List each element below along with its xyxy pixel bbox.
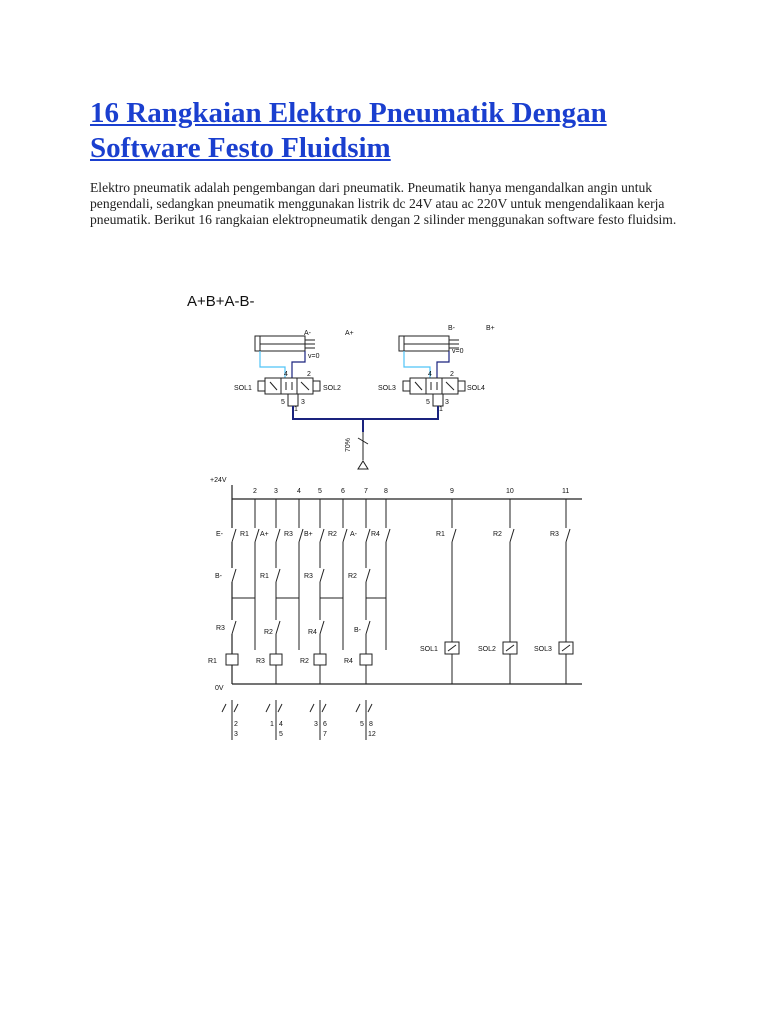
solenoid-label: SOL1	[420, 646, 438, 653]
valve-a-port-2: 2	[307, 371, 311, 378]
article-title[interactable]: 16 Rangkaian Elektro Pneumatik Dengan Software Festo Fluidsim	[90, 97, 607, 164]
valve-b-port-2: 2	[450, 371, 454, 378]
contact-label: A-	[350, 531, 357, 538]
coil-label: R4	[344, 658, 353, 665]
contact-ref: 6	[323, 721, 327, 728]
supply-label: +24V	[210, 477, 227, 484]
cyl-b-plus-label: B+	[486, 325, 495, 332]
supply-line	[293, 406, 438, 432]
contact-ref: 4	[279, 721, 283, 728]
valve-a	[258, 378, 320, 406]
contact-ref: 5	[360, 721, 364, 728]
contact-ref: 3	[234, 731, 238, 738]
contact-label: E-	[216, 531, 223, 538]
contact-label: R3	[550, 531, 559, 538]
air-lines-b	[404, 351, 449, 378]
cyl-b-v-label: v=0	[452, 348, 464, 355]
rung-number: 6	[341, 488, 345, 495]
contact-ref: 1	[270, 721, 274, 728]
contact-label: R3	[216, 625, 225, 632]
power-rails	[232, 485, 582, 684]
contact-label: B+	[304, 531, 313, 538]
coil-label: R2	[300, 658, 309, 665]
rung-number: 5	[318, 488, 322, 495]
contact-ref: 12	[368, 731, 376, 738]
coil-label: R3	[256, 658, 265, 665]
valve-b-sol-right: SOL4	[467, 385, 485, 392]
article-body: Elektro pneumatik adalah pengembangan dari pneumatik. Pneumatik hanya mengandalkan angin untuk pengendali, sedangkan pneumatik menggunakan listrik dc 24V atau ac 220V untuk mengendalikaan kerja pneumatik. Berikut 16 rangkaian elektropneumatik dengan 2 silinder menggunakan software festo fluidsim.	[90, 180, 677, 227]
rung-number: 7	[364, 488, 368, 495]
cyl-a-v-label: v=0	[308, 353, 320, 360]
ground-label: 0V	[215, 685, 224, 692]
coil-label: R1	[208, 658, 217, 665]
valve-b-sol-left: SOL3	[378, 385, 396, 392]
contact-ref: 8	[369, 721, 373, 728]
contact-label: R2	[348, 573, 357, 580]
solenoid-label: SOL2	[478, 646, 496, 653]
circuit-diagram	[180, 280, 600, 750]
contact-label: R2	[493, 531, 502, 538]
contact-ref: 2	[234, 721, 238, 728]
rung-number: 10	[506, 488, 514, 495]
cyl-a-minus-label: A-	[304, 330, 311, 337]
contact-label: R3	[304, 573, 313, 580]
valve-b-port-1: 1	[439, 406, 443, 413]
valve-a-port-3: 3	[301, 399, 305, 406]
contact-label: A+	[260, 531, 269, 538]
rung-number: 3	[274, 488, 278, 495]
rung-number: 2	[253, 488, 257, 495]
contact-ref: 3	[314, 721, 318, 728]
contact-label: R4	[371, 531, 380, 538]
contact-ref: 5	[279, 731, 283, 738]
circuit-svg	[180, 280, 600, 750]
valve-b-port-4: 4	[428, 371, 432, 378]
valve-b	[403, 378, 465, 406]
cyl-b-minus-label: B-	[448, 325, 455, 332]
cylinder-b	[399, 336, 459, 351]
cyl-a-plus-label: A+	[345, 330, 354, 337]
solenoid-label: SOL3	[534, 646, 552, 653]
pressure-source	[358, 432, 368, 469]
rung-number: 9	[450, 488, 454, 495]
contact-label: R1	[260, 573, 269, 580]
contact-label: R1	[240, 531, 249, 538]
contact-label: B-	[215, 573, 222, 580]
rung-number: 4	[297, 488, 301, 495]
valve-a-port-1: 1	[294, 406, 298, 413]
contact-label: R2	[328, 531, 337, 538]
valve-a-port-4: 4	[284, 371, 288, 378]
contact-reference-symbols	[222, 700, 372, 740]
valve-a-sol-right: SOL2	[323, 385, 341, 392]
contacts	[228, 528, 570, 634]
contact-label: R2	[264, 629, 273, 636]
contact-label: R3	[284, 531, 293, 538]
valve-a-port-5: 5	[281, 399, 285, 406]
pressure-label: 70%	[345, 437, 352, 452]
contact-label: R4	[308, 629, 317, 636]
valve-b-port-3: 3	[445, 399, 449, 406]
air-lines-a	[260, 351, 305, 378]
contact-label: B-	[354, 627, 361, 634]
valve-b-port-5: 5	[426, 399, 430, 406]
solenoid-coils	[445, 642, 573, 654]
rung-number: 11	[562, 488, 570, 495]
rung-number: 8	[384, 488, 388, 495]
valve-a-sol-left: SOL1	[234, 385, 252, 392]
cylinder-a	[255, 336, 315, 351]
contact-ref: 7	[323, 731, 327, 738]
sequence-label: A+B+A-B-	[187, 293, 255, 310]
contact-label: R1	[436, 531, 445, 538]
